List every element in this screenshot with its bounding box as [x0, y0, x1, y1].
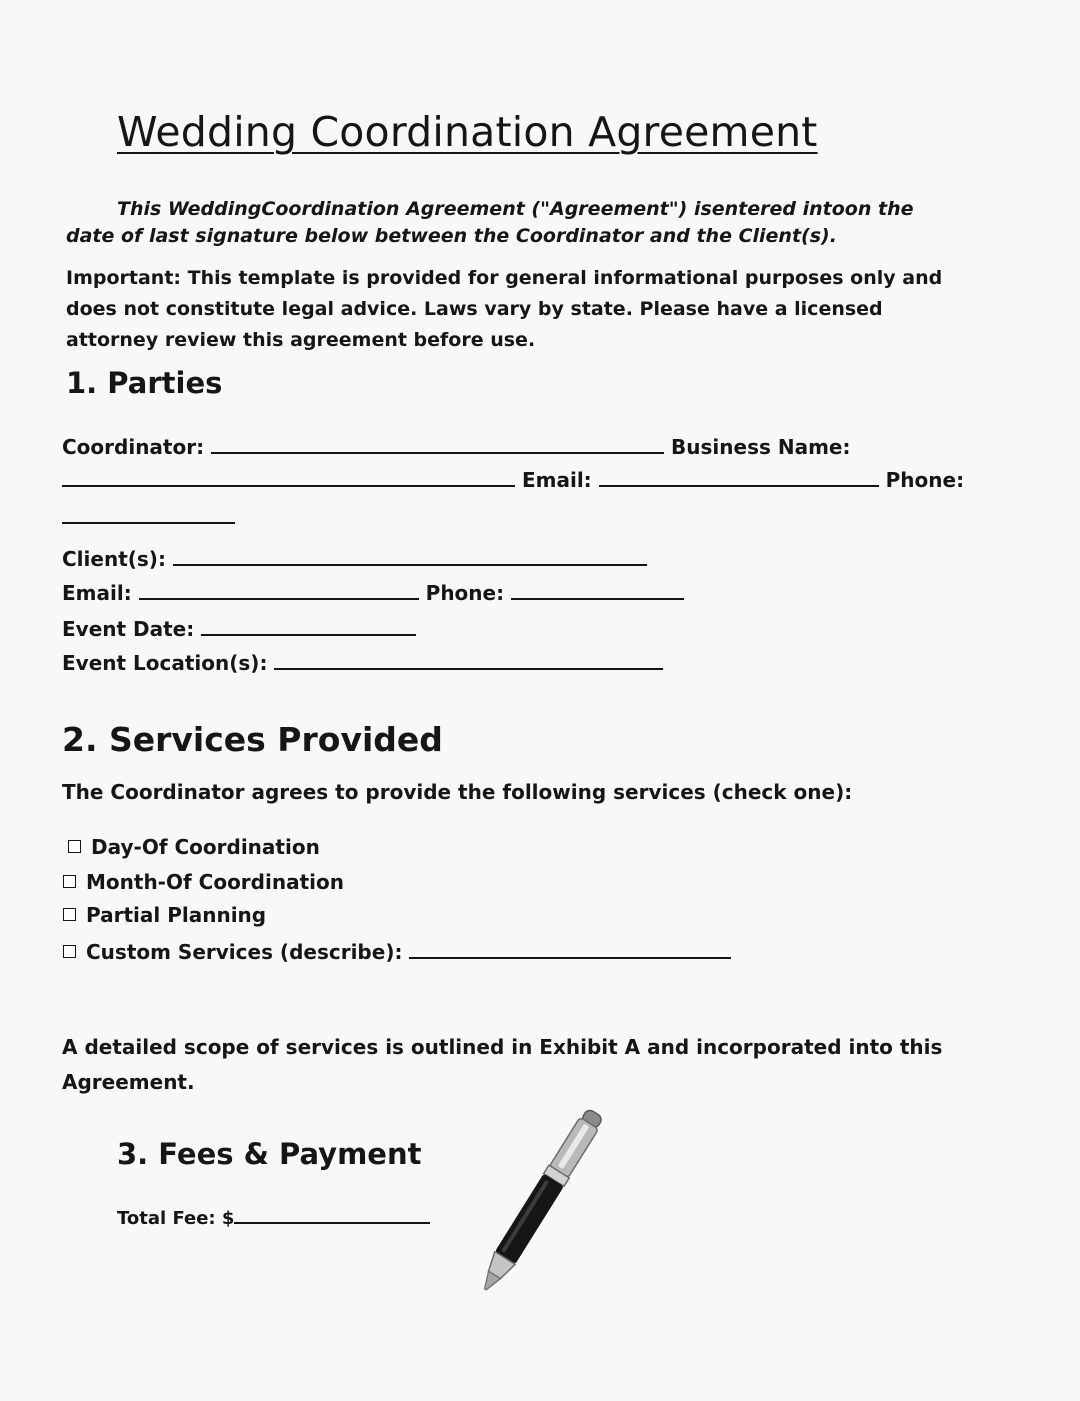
clients-field[interactable] — [173, 544, 647, 566]
section-heading-fees: 3. Fees & Payment — [117, 1137, 422, 1171]
coordinator-phone-label: Phone: — [885, 468, 965, 492]
intro-text: This WeddingCoordination Agreement ("Agreement") isentered intoon the date of last signature below between the Coordinator and the Client(s). — [66, 198, 914, 247]
total-fee-label: Total Fee: $ — [117, 1208, 235, 1229]
custom-services-field[interactable] — [409, 937, 731, 959]
event-date-row — [62, 614, 416, 641]
coordinator-email-label: Email: — [521, 468, 592, 492]
checkbox-icon[interactable] — [63, 908, 76, 921]
business-name-label: Business Name: — [671, 435, 851, 459]
clients-label: Client(s): — [62, 547, 166, 571]
pen-icon — [455, 1095, 625, 1310]
coordinator-row — [62, 432, 850, 459]
client-email-field[interactable] — [139, 578, 419, 600]
coordinator-phone-field[interactable] — [62, 502, 235, 524]
coordinator-email-field[interactable] — [599, 465, 879, 487]
section-heading-parties: 1. Parties — [66, 366, 223, 400]
intro-paragraph — [66, 196, 926, 250]
service-option-custom[interactable] — [63, 937, 731, 964]
client-email-label: Email: — [62, 581, 132, 605]
event-location-label: Event Location(s): — [62, 651, 268, 675]
legal-disclaimer: Important: This template is provided for general informational purposes only and does not constitute legal advice. Laws vary by state. Please have a licensed attorney review this agreement before use. — [66, 267, 943, 351]
checkbox-icon[interactable] — [63, 875, 76, 888]
services-lead: The Coordinator agrees to provide the following services (check one): — [62, 780, 853, 804]
service-option-partial[interactable] — [63, 903, 266, 927]
business-name-field[interactable] — [62, 465, 515, 487]
service-option-label: Custom Services (describe): — [86, 940, 403, 964]
checkbox-icon[interactable] — [63, 945, 76, 958]
total-fee-field[interactable] — [234, 1204, 430, 1224]
event-date-label: Event Date: — [62, 617, 195, 641]
service-option-month-of[interactable] — [63, 870, 344, 894]
checkbox-icon[interactable] — [68, 840, 81, 853]
client-contact-row — [62, 578, 684, 605]
coordinator-field[interactable] — [211, 432, 664, 454]
service-option-label: Partial Planning — [86, 903, 267, 927]
coordinator-label: Coordinator: — [62, 435, 205, 459]
total-fee-row — [117, 1204, 430, 1229]
coordinator-phone-row — [62, 502, 235, 529]
service-option-label: Day-Of Coordination — [91, 835, 320, 859]
page-title: Wedding Coordination Agreement — [117, 108, 818, 156]
section-heading-services: 2. Services Provided — [62, 720, 443, 759]
event-location-row — [62, 648, 663, 675]
client-phone-field[interactable] — [511, 578, 684, 600]
coordinator-contact-row — [62, 465, 964, 492]
service-option-day-of[interactable] — [68, 835, 320, 859]
client-phone-label: Phone: — [425, 581, 505, 605]
clients-row — [62, 544, 647, 571]
event-date-field[interactable] — [201, 614, 416, 636]
scope-note: A detailed scope of services is outlined in Exhibit A and incorporated into this Agreement. — [62, 1035, 943, 1094]
service-option-label: Month-Of Coordination — [86, 870, 344, 894]
event-location-field[interactable] — [274, 648, 663, 670]
